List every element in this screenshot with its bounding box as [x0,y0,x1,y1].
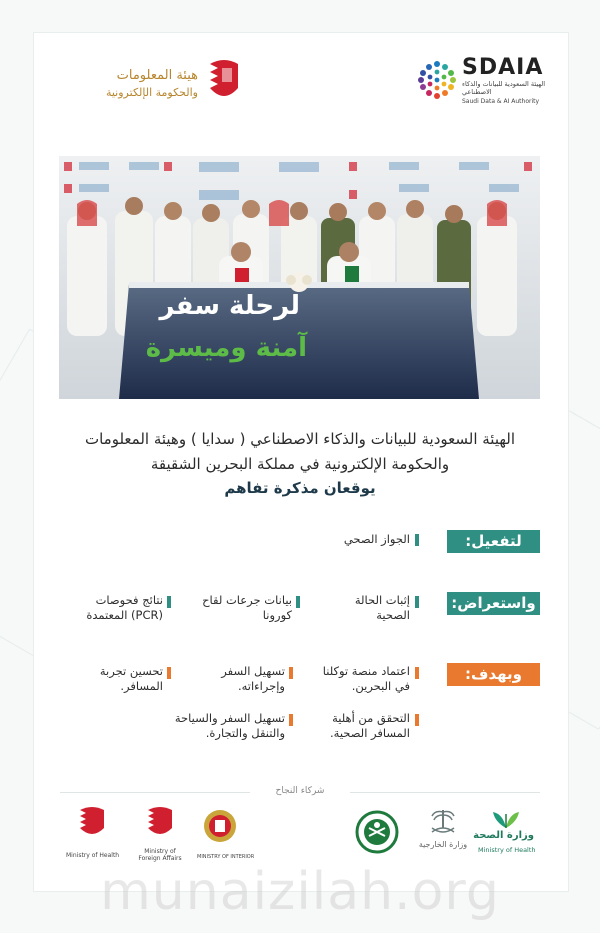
watermark: munaizilah.org [100,862,500,922]
label-activate: لتفعيل: [447,530,540,553]
iga-logo [56,58,256,106]
review-item-1: إثبات الحالة الصحية [354,593,410,622]
bullet-marker [415,714,419,726]
bahrain-emblem-icon [144,806,176,840]
headline-line1: الهيئة السعودية للبيانات والذكاء الاصطناعي ( سدايا ) وهيئة المعلومات [84,430,515,448]
interior-crest-icon [200,806,240,846]
saudi-emblem-icon [355,810,399,854]
bullet-marker [167,667,171,679]
aim-item-3: تحسين تجربة المسافر. [99,664,163,693]
bahrain-emblem-icon [204,58,244,104]
bahrain-foreign-label: Ministry of Foreign Affairs [138,848,182,862]
sdaia-english-name: Saudi Data & AI Authority [462,98,540,105]
review-item-3: نتائج فحوصات (PCR) المعتمدة [86,593,163,622]
bullet-marker [296,596,300,608]
activate-item-1: الجواز الصحي [343,532,410,546]
bahrain-emblem-icon [76,806,108,840]
partners-divider-left [60,792,250,793]
bahrain-interior-label: MINISTRY OF INTERIOR [197,854,255,860]
health-leaves-icon [489,808,523,830]
headline-line2: والحكومة الإلكترونية في مملكة البحرين الشقيقة [150,455,450,473]
bullet-marker [415,596,419,608]
photo-title-line1: لرحلة سفر [159,291,300,321]
photo-title-line2: آمنة وميسرة [145,333,307,363]
bullet-marker [289,714,293,726]
aim-item-5: تسهيل السفر والسياحة والتنقل والتجارة. [174,711,285,740]
partners-divider-right [350,792,540,793]
label-aim: وبهدف: [447,663,540,686]
iga-name-line2: والحكومة الإلكترونية [105,86,198,99]
headline-line3: يوقعان مذكرة تفاهم [224,479,376,497]
bahrain-ministry-health-logo [66,806,118,862]
bullet-marker [415,534,419,546]
saudi-emblem-logo [355,810,401,856]
signing-ceremony-photo [59,156,540,399]
sdaia-dots-icon [416,59,458,101]
saudi-foreign-label: وزارة الخارجية [418,840,468,849]
saudi-health-ar-label: وزارة الصحة [473,830,534,841]
partners-label: شركاء النجاح [275,786,325,796]
sdaia-arabic-name: الهيئة السعودية للبيانات والذكاء الاصطناعي [462,80,546,96]
bahrain-ministry-interior-logo [197,806,255,862]
saudi-ministry-foreign-logo [416,806,470,862]
review-item-2: بيانات جرعات لقاح كورونا [202,593,292,622]
bullet-marker [415,667,419,679]
aim-item-4: التحقق من أهلية المسافر الصحية. [330,711,410,740]
aim-item-1: اعتماد منصة توكلنا في البحرين. [322,664,410,693]
label-review: واستعراض: [447,592,540,615]
sdaia-wordmark: SDAIA [462,55,544,80]
bullet-marker [289,667,293,679]
bahrain-ministry-foreign-logo [135,806,185,862]
iga-name-line1: هيئة المعلومات [116,68,198,83]
sdaia-logo [416,55,546,107]
bahrain-health-label: Ministry of Health [66,852,120,859]
saudi-ministry-health-logo [473,808,536,860]
aim-item-2: تسهيل السفر وإجراءاته. [221,664,285,693]
palm-swords-icon [427,806,459,838]
saudi-health-en-label: Ministry of Health [478,846,536,854]
bullet-marker [167,596,171,608]
